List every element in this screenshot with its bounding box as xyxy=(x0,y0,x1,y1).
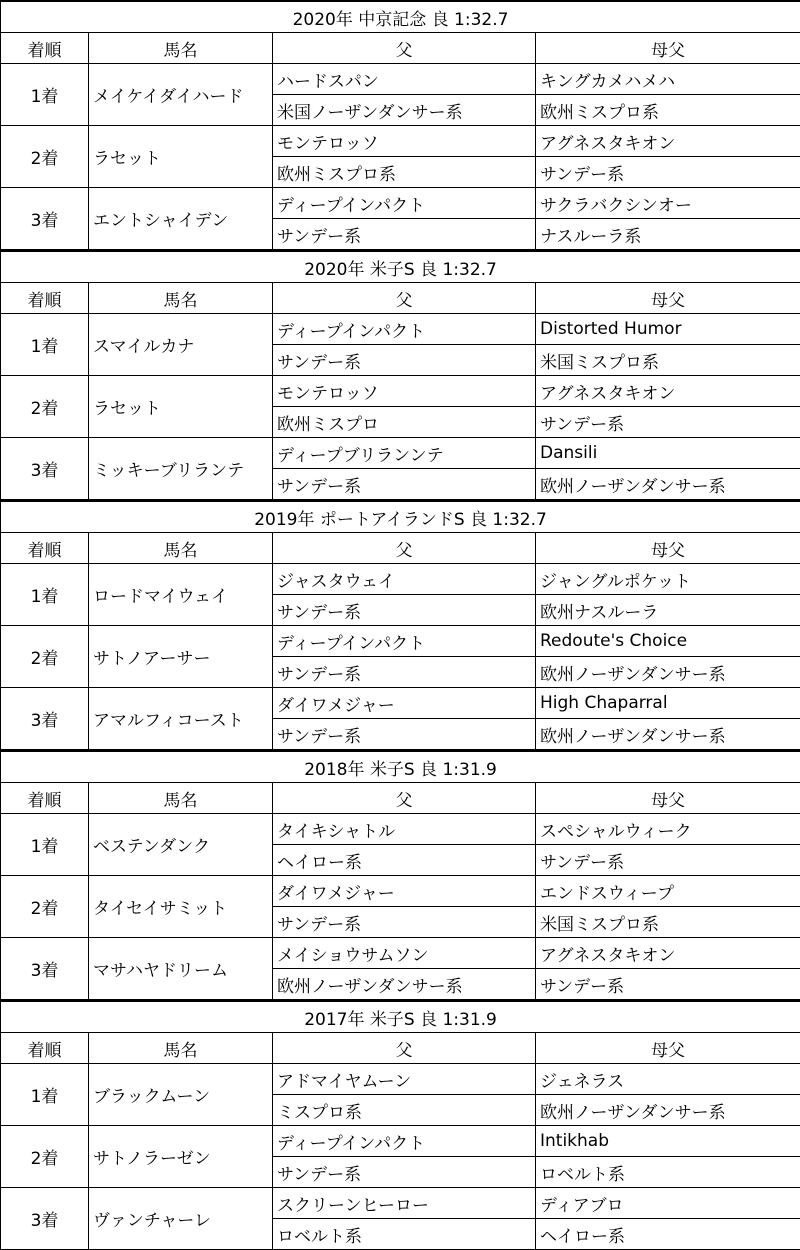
damsire-line: ヘイロー系 xyxy=(536,1219,800,1250)
horse-name: ミッキーブリランテ xyxy=(89,438,273,500)
header-horse: 馬名 xyxy=(89,533,273,564)
table-row xyxy=(1,1064,800,1095)
sire-line: 欧州ノーザンダンサー系 xyxy=(273,969,536,1000)
damsire-name: ジェネラス xyxy=(536,1064,800,1095)
horse-name: ブラックムーン xyxy=(89,1064,273,1126)
damsire-line: サンデー系 xyxy=(536,407,800,438)
finish-position: 1着 xyxy=(1,1064,89,1126)
horse-name: タイセイサミット xyxy=(89,876,273,938)
race-title: 2020年 米子S 良 1:32.7 xyxy=(1,251,800,283)
damsire-line: 欧州ノーザンダンサー系 xyxy=(536,657,800,688)
finish-position: 1着 xyxy=(1,814,89,876)
sire-name: ダイワメジャー xyxy=(273,688,536,719)
damsire-line: ロベルト系 xyxy=(536,1157,800,1188)
damsire-name: エンドスウィープ xyxy=(536,876,800,907)
horse-name: マサハヤドリーム xyxy=(89,938,273,1000)
sire-line: ミスプロ系 xyxy=(273,1095,536,1126)
header-sire: 父 xyxy=(273,783,536,814)
damsire-name: High Chaparral xyxy=(536,688,800,719)
horse-name: ロードマイウェイ xyxy=(89,564,273,626)
finish-position: 3着 xyxy=(1,938,89,1000)
header-sire: 父 xyxy=(273,33,536,64)
finish-position: 3着 xyxy=(1,688,89,750)
horse-name: ラセット xyxy=(89,376,273,438)
sire-line: サンデー系 xyxy=(273,595,536,626)
header-damsire: 母父 xyxy=(536,533,800,564)
damsire-line: 欧州ノーザンダンサー系 xyxy=(536,469,800,500)
header-horse: 馬名 xyxy=(89,1033,273,1064)
header-damsire: 母父 xyxy=(536,783,800,814)
sire-line: サンデー系 xyxy=(273,719,536,750)
sire-name: スクリーンヒーロー xyxy=(273,1188,536,1219)
sire-name: モンテロッソ xyxy=(273,126,536,157)
horse-name: メイケイダイハード xyxy=(89,64,273,126)
table-row xyxy=(1,438,800,469)
sire-line: 欧州ミスプロ系 xyxy=(273,157,536,188)
damsire-name: ディアブロ xyxy=(536,1188,800,1219)
sire-name: ジャスタウェイ xyxy=(273,564,536,595)
header-horse: 馬名 xyxy=(89,283,273,314)
damsire-name: Dansili xyxy=(536,438,800,469)
header-sire: 父 xyxy=(273,283,536,314)
damsire-name: アグネスタキオン xyxy=(536,126,800,157)
race-table xyxy=(0,500,800,750)
damsire-name: Redoute's Choice xyxy=(536,626,800,657)
sire-name: タイキシャトル xyxy=(273,814,536,845)
header-damsire: 母父 xyxy=(536,33,800,64)
sire-line: サンデー系 xyxy=(273,219,536,250)
header-rank: 着順 xyxy=(1,783,89,814)
horse-name: アマルフィコースト xyxy=(89,688,273,750)
sire-name: ダイワメジャー xyxy=(273,876,536,907)
header-rank: 着順 xyxy=(1,33,89,64)
sire-name: アドマイヤムーン xyxy=(273,1064,536,1095)
damsire-name: Distorted Humor xyxy=(536,314,800,345)
finish-position: 3着 xyxy=(1,188,89,250)
sire-line: ロベルト系 xyxy=(273,1219,536,1250)
header-rank: 着順 xyxy=(1,1033,89,1064)
horse-name: ベステンダンク xyxy=(89,814,273,876)
header-rank: 着順 xyxy=(1,533,89,564)
sire-line: サンデー系 xyxy=(273,345,536,376)
sire-name: ディープインパクト xyxy=(273,1126,536,1157)
damsire-line: サンデー系 xyxy=(536,969,800,1000)
table-row xyxy=(1,626,800,657)
finish-position: 1着 xyxy=(1,314,89,376)
damsire-line: 米国ミスプロ系 xyxy=(536,345,800,376)
header-damsire: 母父 xyxy=(536,283,800,314)
sire-name: モンテロッソ xyxy=(273,376,536,407)
damsire-name: キングカメハメハ xyxy=(536,64,800,95)
sire-name: ディープインパクト xyxy=(273,314,536,345)
finish-position: 2着 xyxy=(1,626,89,688)
finish-position: 3着 xyxy=(1,1188,89,1250)
finish-position: 2着 xyxy=(1,876,89,938)
damsire-line: 欧州ノーザンダンサー系 xyxy=(536,719,800,750)
table-row xyxy=(1,564,800,595)
table-row xyxy=(1,376,800,407)
horse-name: ヴァンチャーレ xyxy=(89,1188,273,1250)
table-row xyxy=(1,1188,800,1219)
race-table xyxy=(0,750,800,1000)
header-damsire: 母父 xyxy=(536,1033,800,1064)
finish-position: 1着 xyxy=(1,564,89,626)
table-row xyxy=(1,1126,800,1157)
damsire-name: スペシャルウィーク xyxy=(536,814,800,845)
horse-name: ラセット xyxy=(89,126,273,188)
horse-name: サトノラーゼン xyxy=(89,1126,273,1188)
race-title: 2018年 米子S 良 1:31.9 xyxy=(1,751,800,783)
sire-name: ディープブリランンテ xyxy=(273,438,536,469)
table-row xyxy=(1,688,800,719)
race-table xyxy=(0,0,800,250)
damsire-line: 米国ミスプロ系 xyxy=(536,907,800,938)
table-row xyxy=(1,876,800,907)
race-table xyxy=(0,1000,800,1250)
table-row xyxy=(1,814,800,845)
damsire-name: アグネスタキオン xyxy=(536,376,800,407)
damsire-line: サンデー系 xyxy=(536,157,800,188)
damsire-name: ジャングルポケット xyxy=(536,564,800,595)
damsire-name: サクラバクシンオー xyxy=(536,188,800,219)
race-title: 2020年 中京記念 良 1:32.7 xyxy=(1,1,800,33)
sire-line: サンデー系 xyxy=(273,657,536,688)
damsire-line: ナスルーラ系 xyxy=(536,219,800,250)
horse-name: サトノアーサー xyxy=(89,626,273,688)
sire-line: サンデー系 xyxy=(273,1157,536,1188)
header-rank: 着順 xyxy=(1,283,89,314)
damsire-name: アグネスタキオン xyxy=(536,938,800,969)
table-row xyxy=(1,64,800,95)
table-row xyxy=(1,314,800,345)
finish-position: 2着 xyxy=(1,376,89,438)
sire-name: ディープインパクト xyxy=(273,188,536,219)
header-horse: 馬名 xyxy=(89,33,273,64)
table-row xyxy=(1,938,800,969)
horse-name: エントシャイデン xyxy=(89,188,273,250)
header-horse: 馬名 xyxy=(89,783,273,814)
horse-name: スマイルカナ xyxy=(89,314,273,376)
damsire-line: 欧州ノーザンダンサー系 xyxy=(536,1095,800,1126)
sire-line: ヘイロー系 xyxy=(273,845,536,876)
sire-name: メイショウサムソン xyxy=(273,938,536,969)
header-sire: 父 xyxy=(273,533,536,564)
finish-position: 2着 xyxy=(1,1126,89,1188)
table-row xyxy=(1,126,800,157)
table-row xyxy=(1,188,800,219)
sire-line: サンデー系 xyxy=(273,907,536,938)
sire-line: 欧州ミスプロ xyxy=(273,407,536,438)
damsire-line: 欧州ナスルーラ xyxy=(536,595,800,626)
header-sire: 父 xyxy=(273,1033,536,1064)
damsire-line: サンデー系 xyxy=(536,845,800,876)
race-table xyxy=(0,250,800,500)
sire-name: ハードスパン xyxy=(273,64,536,95)
damsire-name: Intikhab xyxy=(536,1126,800,1157)
finish-position: 1着 xyxy=(1,64,89,126)
sire-line: 米国ノーザンダンサー系 xyxy=(273,95,536,126)
finish-position: 3着 xyxy=(1,438,89,500)
race-title: 2017年 米子S 良 1:31.9 xyxy=(1,1001,800,1033)
race-title: 2019年 ポートアイランドS 良 1:32.7 xyxy=(1,501,800,533)
sire-name: ディープインパクト xyxy=(273,626,536,657)
damsire-line: 欧州ミスプロ系 xyxy=(536,95,800,126)
finish-position: 2着 xyxy=(1,126,89,188)
sire-line: サンデー系 xyxy=(273,469,536,500)
